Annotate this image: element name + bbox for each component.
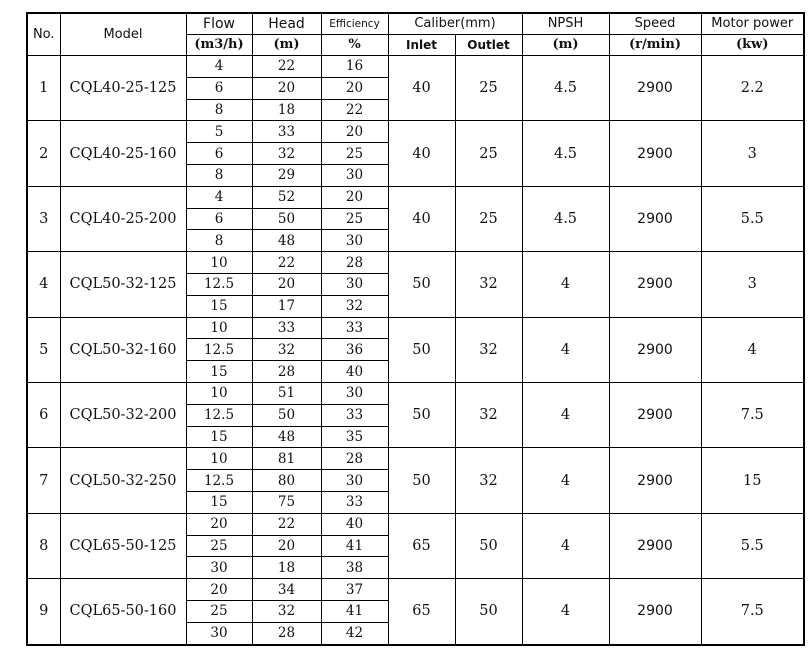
- head-value: 80: [252, 470, 321, 492]
- outlet-value: 50: [455, 579, 522, 645]
- row-number: 1: [27, 56, 60, 121]
- table-row: [27, 382, 804, 404]
- head-value: 28: [252, 361, 321, 383]
- flow-value: 15: [186, 491, 252, 513]
- efficiency-value: 36: [321, 339, 388, 361]
- efficiency-value: 40: [321, 361, 388, 383]
- head-value: 33: [252, 121, 321, 143]
- model-name: CQL40-25-160: [60, 121, 186, 186]
- head-value: 28: [252, 622, 321, 644]
- flow-value: 10: [186, 317, 252, 339]
- outlet-value: 32: [455, 252, 522, 317]
- inlet-value: 40: [388, 121, 455, 186]
- head-value: 34: [252, 579, 321, 601]
- flow-value: 6: [186, 77, 252, 99]
- efficiency-value: 30: [321, 164, 388, 186]
- head-value: 22: [252, 252, 321, 274]
- flow-value: 8: [186, 230, 252, 252]
- table-row: [27, 579, 804, 601]
- header-flow: Flow: [186, 13, 252, 35]
- row-number: 5: [27, 317, 60, 382]
- efficiency-value: 22: [321, 99, 388, 121]
- table-row: [27, 513, 804, 535]
- efficiency-value: 30: [321, 230, 388, 252]
- efficiency-value: 42: [321, 622, 388, 644]
- head-value: 20: [252, 77, 321, 99]
- head-value: 50: [252, 404, 321, 426]
- head-value: 18: [252, 557, 321, 579]
- motor-power-value: 7.5: [701, 382, 804, 447]
- model-name: CQL40-25-125: [60, 56, 186, 121]
- efficiency-value: 16: [321, 56, 388, 78]
- head-value: 29: [252, 164, 321, 186]
- flow-value: 6: [186, 143, 252, 165]
- head-value: 22: [252, 513, 321, 535]
- efficiency-value: 33: [321, 404, 388, 426]
- npsh-value: 4: [522, 317, 609, 382]
- spec-table-body: [27, 56, 804, 645]
- flow-value: 12.5: [186, 404, 252, 426]
- header-motor-power: Motor power: [701, 13, 804, 35]
- efficiency-value: 20: [321, 121, 388, 143]
- flow-value: 12.5: [186, 273, 252, 295]
- outlet-value: 25: [455, 186, 522, 251]
- head-value: 18: [252, 99, 321, 121]
- npsh-value: 4.5: [522, 186, 609, 251]
- motor-power-value: 15: [701, 448, 804, 513]
- npsh-value: 4: [522, 513, 609, 578]
- head-value: 32: [252, 339, 321, 361]
- flow-value: 30: [186, 557, 252, 579]
- flow-value: 20: [186, 579, 252, 601]
- row-number: 8: [27, 513, 60, 578]
- motor-power-value: 3: [701, 121, 804, 186]
- table-row: [27, 121, 804, 143]
- inlet-value: 65: [388, 579, 455, 645]
- flow-value: 4: [186, 186, 252, 208]
- speed-value: 2900: [609, 382, 701, 447]
- header-no: No.: [27, 13, 60, 56]
- npsh-value: 4: [522, 448, 609, 513]
- row-number: 6: [27, 382, 60, 447]
- row-number: 2: [27, 121, 60, 186]
- efficiency-value: 28: [321, 448, 388, 470]
- flow-value: 10: [186, 382, 252, 404]
- inlet-value: 50: [388, 317, 455, 382]
- flow-value: 20: [186, 513, 252, 535]
- head-value: 48: [252, 426, 321, 448]
- flow-value: 6: [186, 208, 252, 230]
- efficiency-value: 30: [321, 273, 388, 295]
- outlet-value: 32: [455, 317, 522, 382]
- efficiency-value: 37: [321, 579, 388, 601]
- inlet-value: 40: [388, 186, 455, 251]
- flow-value: 12.5: [186, 339, 252, 361]
- motor-power-value: 5.5: [701, 186, 804, 251]
- speed-value: 2900: [609, 448, 701, 513]
- flow-value: 8: [186, 99, 252, 121]
- table-row: [27, 448, 804, 470]
- efficiency-value: 30: [321, 470, 388, 492]
- efficiency-value: 30: [321, 382, 388, 404]
- inlet-value: 65: [388, 513, 455, 578]
- flow-value: 15: [186, 295, 252, 317]
- efficiency-value: 40: [321, 513, 388, 535]
- model-name: CQL50-32-160: [60, 317, 186, 382]
- efficiency-value: 41: [321, 535, 388, 557]
- head-value: 17: [252, 295, 321, 317]
- motor-power-value: 7.5: [701, 579, 804, 645]
- efficiency-value: 25: [321, 143, 388, 165]
- efficiency-value: 33: [321, 491, 388, 513]
- outlet-value: 25: [455, 121, 522, 186]
- efficiency-value: 32: [321, 295, 388, 317]
- npsh-value: 4.5: [522, 56, 609, 121]
- head-value: 50: [252, 208, 321, 230]
- head-value: 52: [252, 186, 321, 208]
- flow-value: 12.5: [186, 470, 252, 492]
- flow-value: 8: [186, 164, 252, 186]
- header-efficiency-unit: %: [321, 35, 388, 56]
- head-value: 20: [252, 273, 321, 295]
- flow-value: 10: [186, 252, 252, 274]
- flow-value: 15: [186, 426, 252, 448]
- head-value: 20: [252, 535, 321, 557]
- table-row: [27, 317, 804, 339]
- outlet-value: 50: [455, 513, 522, 578]
- npsh-value: 4: [522, 252, 609, 317]
- motor-power-value: 3: [701, 252, 804, 317]
- flow-value: 5: [186, 121, 252, 143]
- outlet-value: 32: [455, 448, 522, 513]
- motor-power-value: 5.5: [701, 513, 804, 578]
- inlet-value: 50: [388, 382, 455, 447]
- speed-value: 2900: [609, 121, 701, 186]
- head-value: 32: [252, 600, 321, 622]
- flow-value: 4: [186, 56, 252, 78]
- speed-value: 2900: [609, 252, 701, 317]
- model-name: CQL50-32-125: [60, 252, 186, 317]
- header-inlet: Inlet: [388, 35, 455, 56]
- flow-value: 30: [186, 622, 252, 644]
- head-value: 75: [252, 491, 321, 513]
- efficiency-value: 41: [321, 600, 388, 622]
- header-motor-power-unit: (kw): [701, 35, 804, 56]
- motor-power-value: 4: [701, 317, 804, 382]
- row-number: 7: [27, 448, 60, 513]
- header-speed: Speed: [609, 13, 701, 35]
- model-name: CQL65-50-125: [60, 513, 186, 578]
- npsh-value: 4: [522, 382, 609, 447]
- header-speed-unit: (r/min): [609, 35, 701, 56]
- header-efficiency: Efficiency: [321, 13, 388, 35]
- efficiency-value: 25: [321, 208, 388, 230]
- flow-value: 15: [186, 361, 252, 383]
- header-npsh: NPSH: [522, 13, 609, 35]
- header-outlet: Outlet: [455, 35, 522, 56]
- table-row: [27, 186, 804, 208]
- outlet-value: 25: [455, 56, 522, 121]
- model-name: CQL50-32-200: [60, 382, 186, 447]
- efficiency-value: 20: [321, 77, 388, 99]
- flow-value: 10: [186, 448, 252, 470]
- flow-value: 25: [186, 600, 252, 622]
- efficiency-value: 20: [321, 186, 388, 208]
- head-value: 33: [252, 317, 321, 339]
- flow-value: 25: [186, 535, 252, 557]
- header-model: Model: [60, 13, 186, 56]
- motor-power-value: 2.2: [701, 56, 804, 121]
- table-row: [27, 252, 804, 274]
- inlet-value: 50: [388, 252, 455, 317]
- efficiency-value: 33: [321, 317, 388, 339]
- speed-value: 2900: [609, 56, 701, 121]
- row-number: 3: [27, 186, 60, 251]
- row-number: 9: [27, 579, 60, 645]
- header-caliber: Caliber(mm): [388, 13, 522, 35]
- header-head-unit: (m): [252, 35, 321, 56]
- pump-spec-table: [26, 12, 805, 646]
- row-number: 4: [27, 252, 60, 317]
- table-row: [27, 56, 804, 78]
- head-value: 32: [252, 143, 321, 165]
- header-head: Head: [252, 13, 321, 35]
- speed-value: 2900: [609, 317, 701, 382]
- npsh-value: 4: [522, 579, 609, 645]
- speed-value: 2900: [609, 579, 701, 645]
- outlet-value: 32: [455, 382, 522, 447]
- inlet-value: 40: [388, 56, 455, 121]
- head-value: 51: [252, 382, 321, 404]
- header-npsh-unit: (m): [522, 35, 609, 56]
- speed-value: 2900: [609, 513, 701, 578]
- model-name: CQL65-50-160: [60, 579, 186, 645]
- efficiency-value: 38: [321, 557, 388, 579]
- head-value: 22: [252, 56, 321, 78]
- inlet-value: 50: [388, 448, 455, 513]
- model-name: CQL40-25-200: [60, 186, 186, 251]
- head-value: 81: [252, 448, 321, 470]
- efficiency-value: 35: [321, 426, 388, 448]
- head-value: 48: [252, 230, 321, 252]
- header-flow-unit: (m3/h): [186, 35, 252, 56]
- speed-value: 2900: [609, 186, 701, 251]
- npsh-value: 4.5: [522, 121, 609, 186]
- model-name: CQL50-32-250: [60, 448, 186, 513]
- efficiency-value: 28: [321, 252, 388, 274]
